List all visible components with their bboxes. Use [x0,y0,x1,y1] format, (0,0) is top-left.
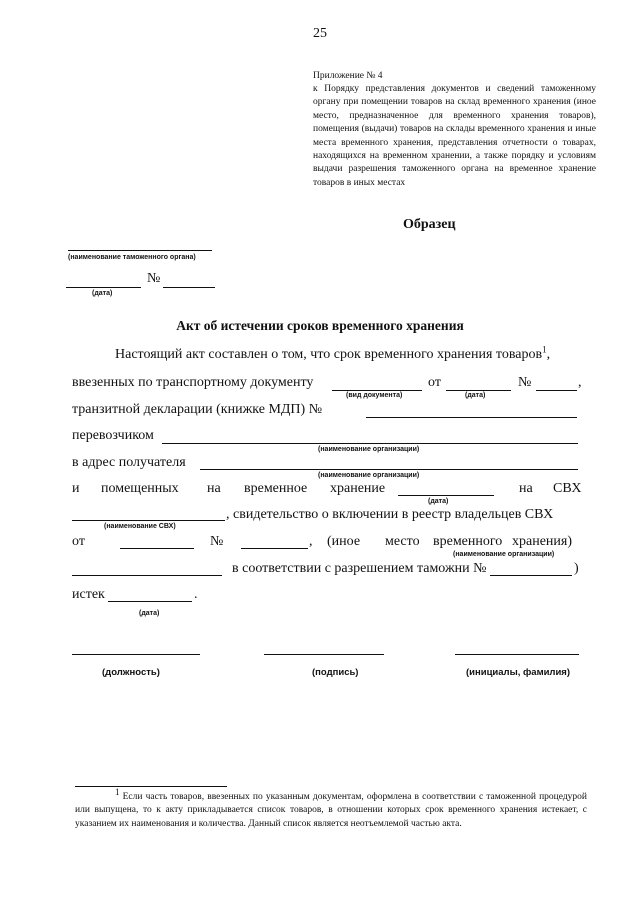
body-line-6-word-5: хранение [330,481,386,496]
customs-organ-caption: (наименование таможенного органа) [68,254,196,261]
body-line-8-word-1: (иное [327,534,361,549]
body-line-6-word-1: и [72,481,80,496]
body-line-8-word-4: хранения) [512,534,573,549]
expiry-date-caption: (дата) [139,610,160,617]
customs-organ-line [68,250,212,251]
body-line-8-comma: , [309,534,313,549]
name-line [455,654,579,655]
expiry-date-line [108,601,192,602]
body-line-2-text: ввезенных по транспортному документу [72,375,314,390]
sample-label: Образец [403,217,456,232]
svh-name-caption: (наименование СВХ) [104,523,176,530]
body-line-7: , свидетельство о включении в реестр владельцев СВХ [226,507,554,522]
footnote [75,786,588,831]
body-line-10-end: . [194,587,198,602]
name-caption: (инициалы, фамилия) [466,667,571,678]
position-caption: (должность) [102,667,160,678]
footnote-text: Если часть товаров, ввезенных по указанным документам, оформлена в соответствии с таможенной процедурой или выпущена, то к акту прикладывается список товаров, в отношении которых срок временного хранения истекает, с указанием их наименования и количества. Данный список является неотъемлемой частью акта. [75,792,588,829]
doc-date-line [446,390,511,391]
body-line-6-word-4: временное [244,481,308,496]
body-line-10: истек [72,587,105,602]
page-number: 25 [313,26,327,41]
certificate-number-line [241,548,308,549]
header-date-caption: (дата) [92,290,113,297]
carrier-caption: (наименование организации) [318,446,420,453]
body-line-3: транзитной декларации (книжке МДП) № [72,402,323,417]
placement-date-caption: (дата) [428,498,449,505]
certificate-date-line [120,548,194,549]
header-date-line [66,287,141,288]
placement-date-line [398,495,494,496]
signature-line [264,654,384,655]
header-number-sign: № [147,271,161,286]
body-line-2-comma: , [578,375,582,390]
svh-name-line [72,520,225,521]
doc-number-line [536,390,577,391]
body-line-9: в соответствии с разрешением таможни № [232,561,487,576]
body-line-8-word-2: место [385,534,420,549]
body-line-8-number-sign: № [210,534,224,549]
body-line-9-end: ) [574,561,579,576]
position-line [72,654,200,655]
appendix-text: к Порядку представления документов и сведений таможенному органу при помещении товаров на склад временного хранения (иное место, предназначенное для временного хранения товаров), помещения (выдачи) товаров на склады временного хранения и иные места временного хранения, представления отчетности о товарах, находящихся на временном хранении, а также порядку и условиям выдачи разрешения таможенного органа на временное хранение товаров в иных местах [313,84,596,188]
body-line-6-word-6: на [519,481,533,496]
doc-type-line [332,390,422,391]
body-line-1: Настоящий акт составлен о том, что срок временного хранения товаров$^1$, [115,344,551,362]
other-place-line [72,575,222,576]
body-line-5: в адрес получателя [72,455,186,470]
body-line-6-word-7: СВХ [553,481,582,496]
doc-date-caption: (дата) [465,392,486,399]
doc-type-caption: (вид документа) [346,392,403,399]
signature-caption: (подпись) [312,667,359,678]
footnote-rule [75,786,227,787]
body-line-8-word-3: временного [433,534,503,549]
appendix-label: Приложение № 4 [313,71,383,81]
other-place-caption: (наименование организации) [453,551,555,558]
body-line-8-from: от [72,534,85,549]
body-line-2-number-sign: № [518,375,532,390]
body-line-2-from: от [428,375,441,390]
transit-declaration-line [366,417,577,418]
body-line-6-word-3: на [207,481,221,496]
body-line-4: перевозчиком [72,428,154,443]
footnote-mark: 1 [115,786,120,797]
document-title: Акт об истечении сроков временного хранения [176,318,464,333]
recipient-line [200,469,578,470]
permission-number-line [490,575,572,576]
body-line-6-word-2: помещенных [101,481,179,496]
header-number-line [163,287,215,288]
carrier-line [162,443,578,444]
recipient-caption: (наименование организации) [318,472,420,479]
